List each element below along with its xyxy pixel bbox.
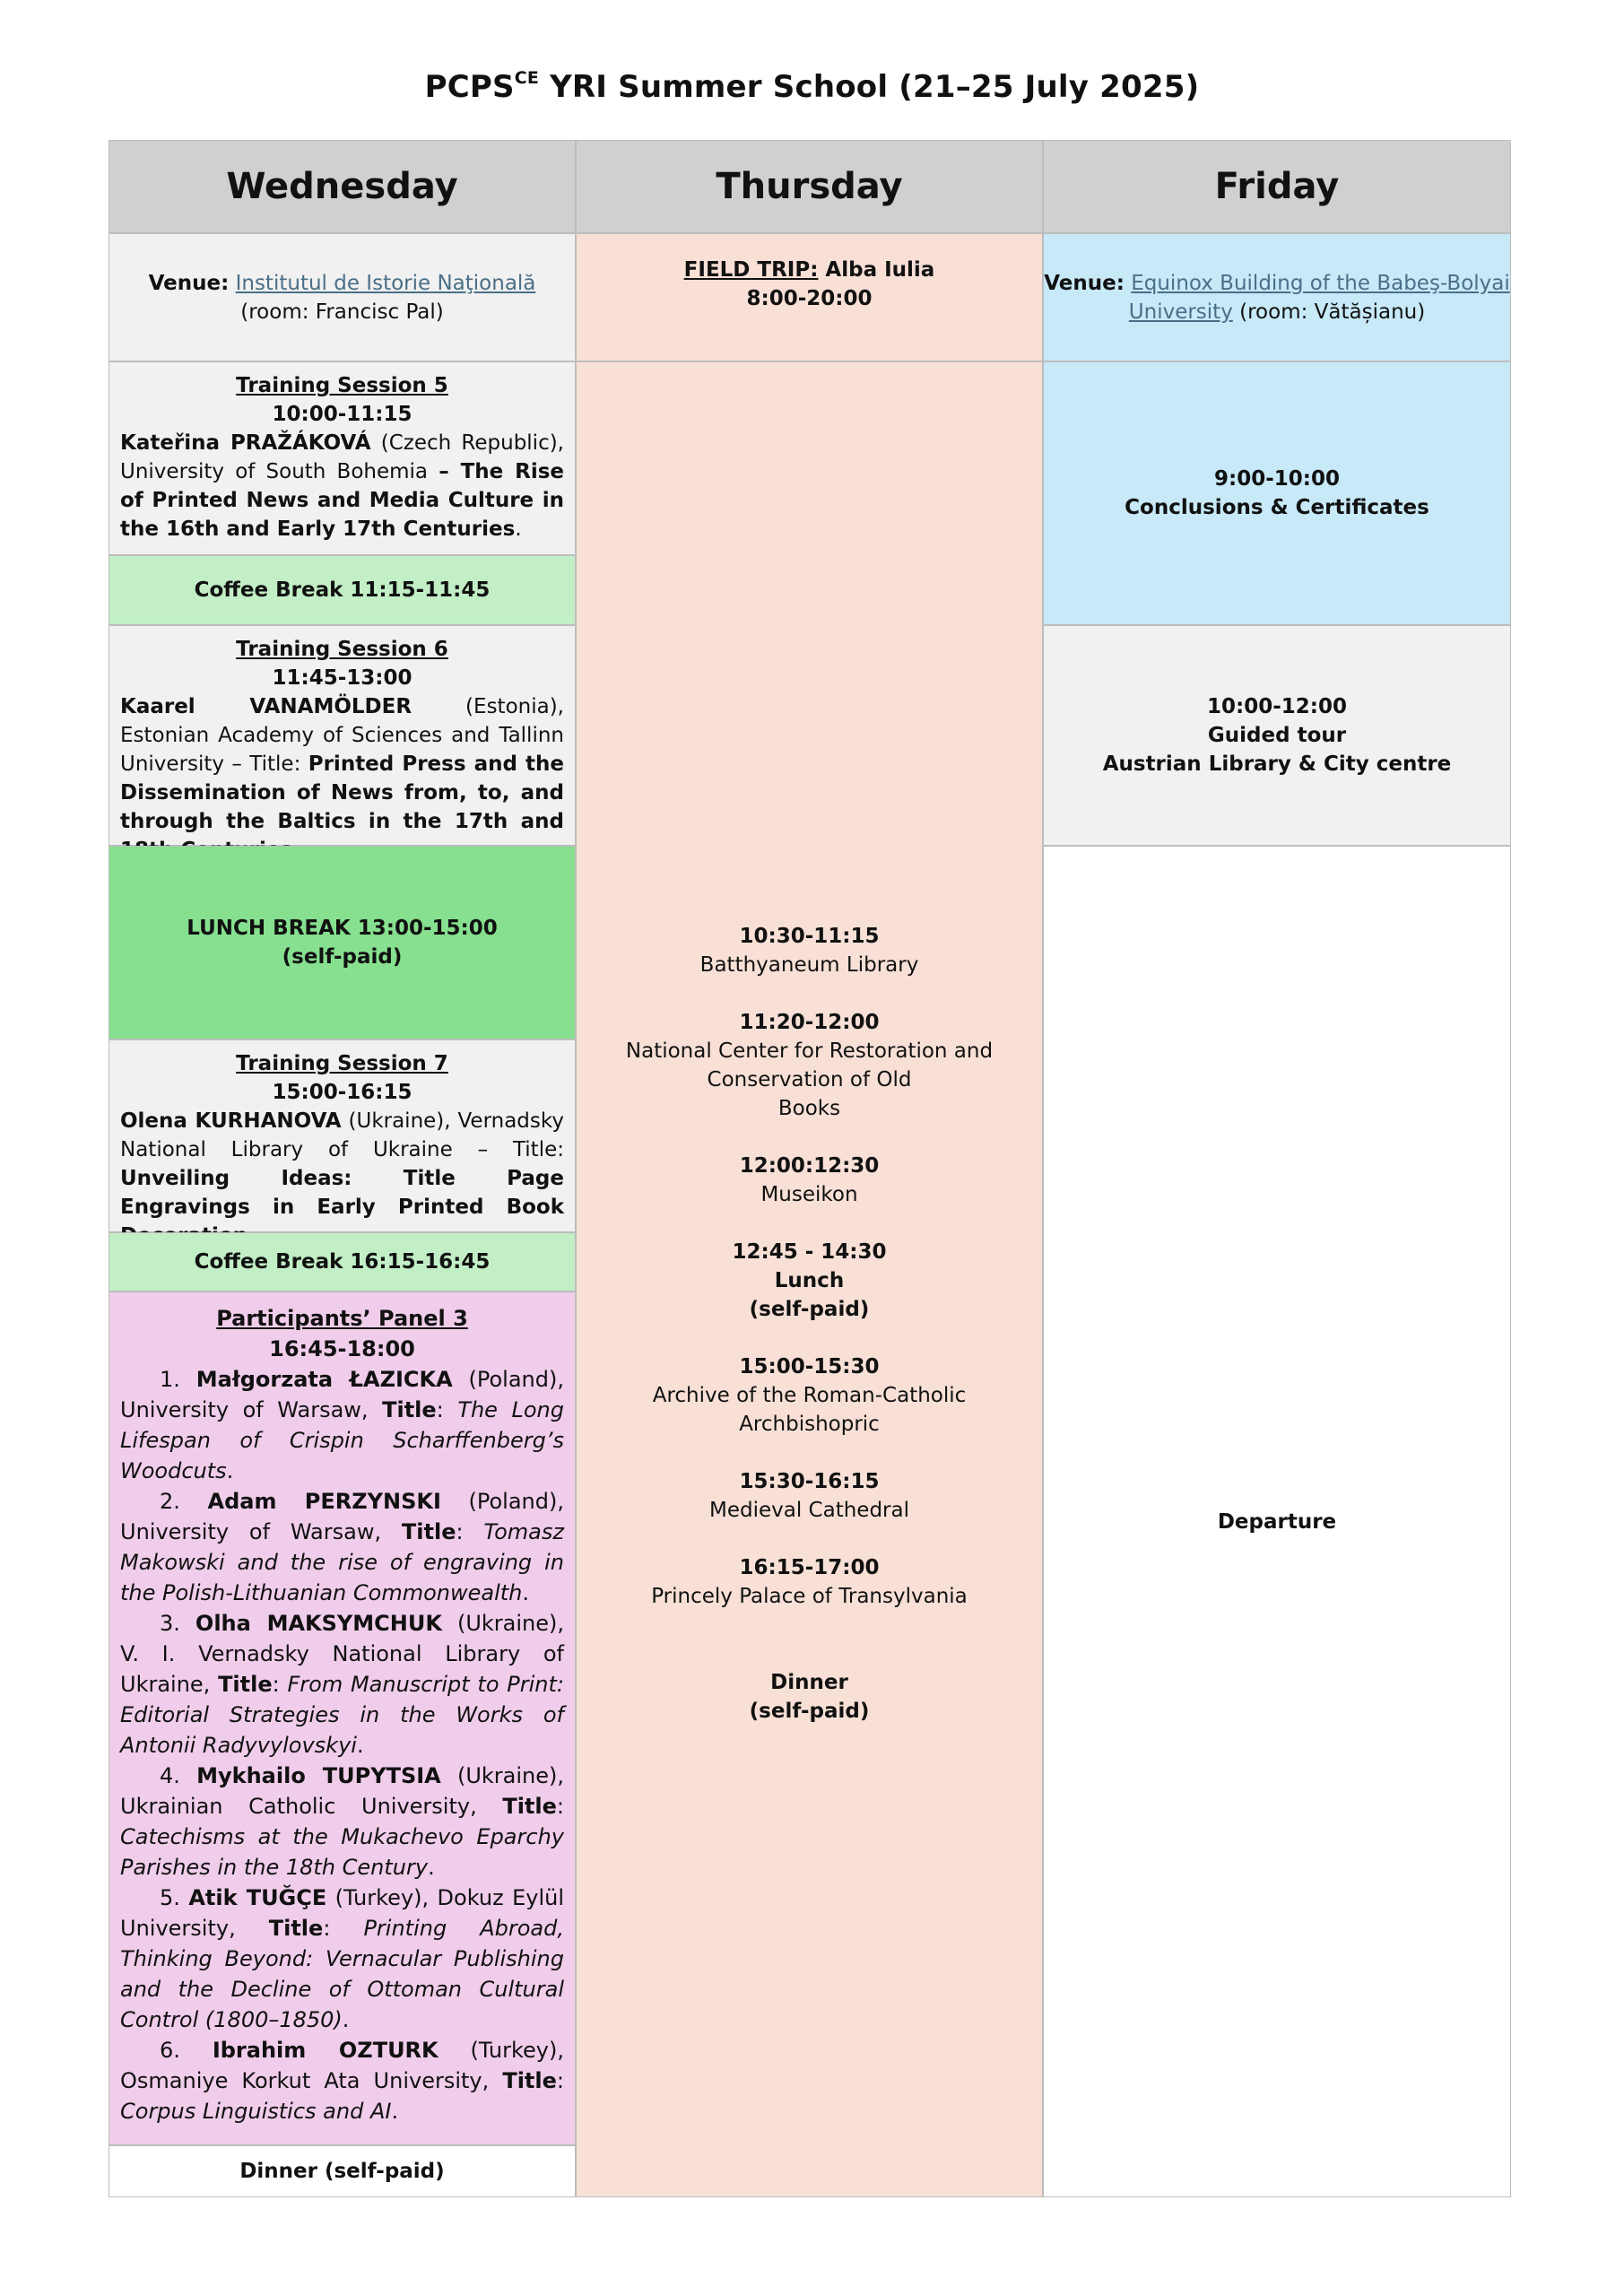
itinerary-stop: 11:20-12:00 National Center for Restoration and Conservation of Old Books xyxy=(625,1011,994,1120)
panel-item: 5. Atik TUĞÇE (Turkey), Dokuz Eylül University, Title: Printing Abroad, Thinking Beyond: Vernacular Publishing and the Decline of Ottoman Cultural Control (1800–1850). xyxy=(120,1885,564,2032)
training-session-6: Training Session 6 11:45-13:00 Kaarel VANAMÖLDER (Estonia), Estonian Academy of Sciences and Tallinn University – Title: Printed Press and the Dissemination of News from, to, and through the Baltics in the 17th and xyxy=(109,625,576,846)
panel-item: 2. Adam PERZYNSKI (Poland), University of Warsaw, Title: Tomasz Makowski and the rise of engraving in the Polish-Lithuanian Commonwealth. xyxy=(120,1489,564,1605)
field-trip-itinerary xyxy=(576,361,1043,2197)
header-friday: Friday xyxy=(1043,140,1511,233)
participants-panel-3: Participants’ Panel 3 16:45-18:00 1. Małgorzata ŁAZICKA (Poland), University of Warsaw, Title: The Long Lifespan of Crispin Scharffenberg’s Woodcuts. 2. Adam PERZYNSKI (Poland), University of Warsaw, Title: Tomasz Makowski and the rise of engraving in the Polish-Lithuanian Commonwealth. 3. Olha MAKSYMCHUK (Ukraine), V. I. Vernadsky National Library of Ukraine, Title: From Manuscript to Print: Editorial Strategies in the Works of Antonii Radyvylovskyi. 4. Mykhailo TUPYTSIA (Ukraine), Ukrainian Catholic University, Title: Catechisms at the Mukachevo Eparchy Parishes in the 18th Century. 5. Atik TUĞÇE (Turkey), Dokuz Eylül University, Title: Printing Abroad, Thinking Beyond: Vernacular Publishing and the Decline of Ottoman Cultural Control (1800–1850). 6. Ibrahim OZTURK (Turkey), Osmaniye Korkut Ata University, Title: Corpus Linguistics and AI. xyxy=(109,1292,576,2145)
friday-venue: Venue: Equinox Building of the Babeş-Bolyai University (room: Vătășianu) xyxy=(1043,233,1511,361)
wednesday-dinner: Dinner (self-paid) xyxy=(109,2145,576,2197)
itinerary-stop: 15:30-16:15 Medieval Cathedral xyxy=(709,1470,909,1522)
itinerary-stop: 10:30-11:15 Batthyaneum Library xyxy=(699,925,919,977)
venue-link-equinox[interactable]: Equinox Building of the Babeş-Bolyai xyxy=(1131,271,1510,295)
lunch-break: LUNCH BREAK 13:00-15:00 (self-paid) xyxy=(109,846,576,1039)
departure: Departure xyxy=(1043,846,1511,2197)
itinerary-stop: 15:00-15:30 Archive of the Roman-Catholic Archbishopric xyxy=(652,1355,967,1436)
field-trip-header: FIELD TRIP: Alba Iulia 8:00-20:00 xyxy=(576,233,1043,361)
itinerary-stop: 16:15-17:00 Princely Palace of Transylvania xyxy=(651,1556,968,1608)
panel-item: 6. Ibrahim OZTURK (Turkey), Osmaniye Korkut Ata University, Title: Corpus Linguistics and AI. xyxy=(120,2038,564,2124)
coffee-break-2: Coffee Break 16:15-16:45 xyxy=(109,1232,576,1292)
venue-link-institutul[interactable]: Institutul de Istorie Naţională xyxy=(235,271,536,295)
wednesday-venue: Venue: Institutul de Istorie Naţională (room: Francisc Pal) xyxy=(109,233,576,361)
itinerary-stop: 12:00:12:30 Museikon xyxy=(739,1154,880,1206)
venue-link-equinox-cont[interactable]: University xyxy=(1128,300,1233,324)
training-session-7: Training Session 7 15:00-16:15 Olena KURHANOVA (Ukraine), Vernadsky National Library of Ukraine – Title: Unveiling Ideas: Title Page Engravings in Early Printed Book xyxy=(109,1039,576,1232)
panel-item: 1. Małgorzata ŁAZICKA (Poland), University of Warsaw, Title: The Long Lifespan of Crispin Scharffenberg’s Woodcuts. xyxy=(120,1367,564,1483)
header-thursday: Thursday xyxy=(576,140,1043,233)
itinerary-stop: 12:45 - 14:30 Lunch (self-paid) xyxy=(732,1240,887,1321)
thursday-dinner: Dinner (self-paid) xyxy=(749,1671,870,1723)
guided-tour: 10:00-12:00 Guided tour Austrian Library & City centre xyxy=(1043,625,1511,846)
panel-item: 3. Olha MAKSYMCHUK (Ukraine), V. I. Vernadsky National Library of Ukraine, Title: From Manuscript to Print: Editorial Strategies in the Works of Antonii Radyvylovskyi. xyxy=(120,1611,564,1758)
conclusions-certificates: 9:00-10:00 Conclusions & Certificates xyxy=(1043,361,1511,625)
panel-item: 4. Mykhailo TUPYTSIA (Ukraine), Ukrainian Catholic University, Title: Catechisms at the Mukachevo Eparchy Parishes in the 18th Century. xyxy=(120,1763,564,1880)
document-title: $PCPS^{CE}$ YRI Summer School (21–25 July 2025) xyxy=(424,68,1200,105)
header-wednesday: Wednesday xyxy=(109,140,576,233)
training-session-5: Training Session 5 10:00-11:15 Kateřina PRAŽÁKOVÁ (Czech Republic), University of South Bohemia – The Rise of Printed News and Media Culture in the 16th and Early 17th Centuries. xyxy=(109,361,576,555)
coffee-break-1: Coffee Break 11:15-11:45 xyxy=(109,555,576,625)
